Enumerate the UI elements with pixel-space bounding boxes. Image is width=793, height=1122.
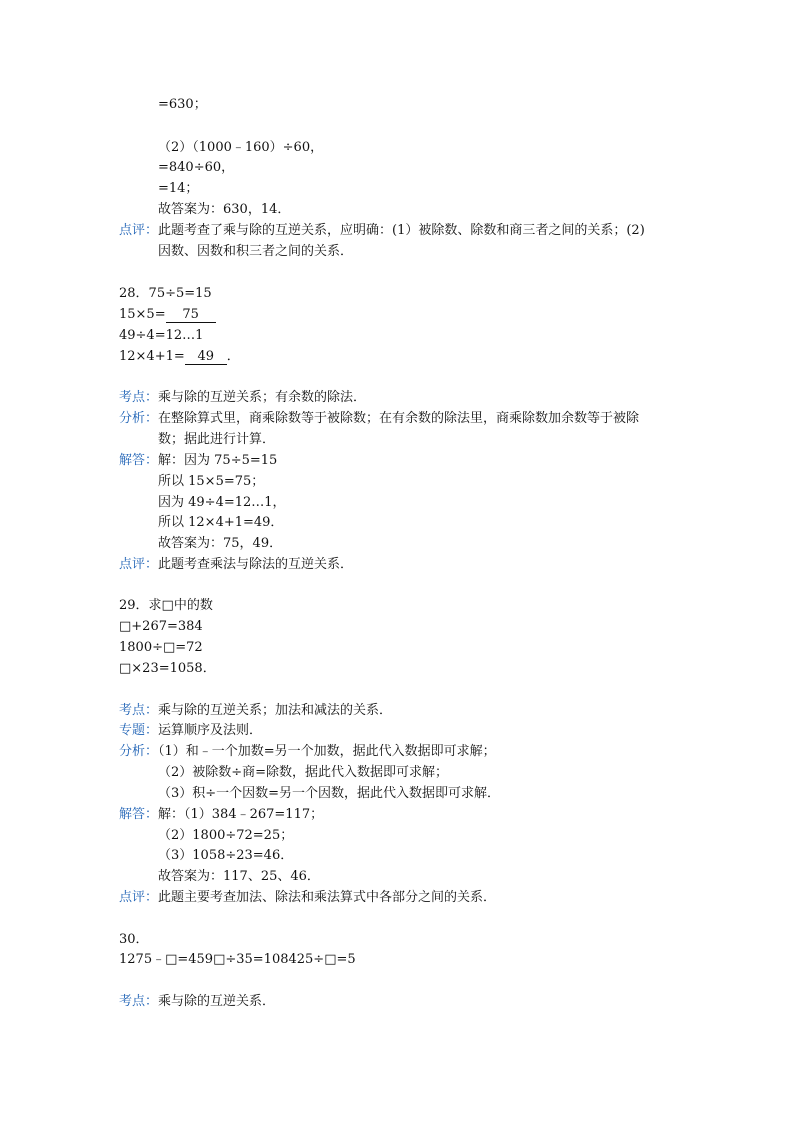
q28-stem-line4 <box>119 349 240 365</box>
q27-review-line2: 因数、因数和积三者之间的关系． <box>158 244 354 259</box>
kaodian-label: 考点： <box>119 994 159 1009</box>
review-label: 点评： <box>119 223 159 238</box>
q28-stem-line1: 28．75÷5=15 <box>119 286 212 301</box>
q30-stem-line1: 30． <box>119 932 149 947</box>
kaodian-label: 考点： <box>119 703 159 718</box>
review-label: 点评： <box>119 557 159 572</box>
q27-review <box>119 223 645 239</box>
q29-stem-line2: □+267=384 <box>119 619 203 634</box>
kaodian-text: 乘与除的互逆关系；加法和减法的关系． <box>158 703 393 718</box>
fenxi-label: 分析： <box>119 411 159 426</box>
q28-jieda-line2: 所以 15×5=75； <box>158 474 265 489</box>
q28-blank-2: 49 <box>185 349 227 365</box>
q29-fenxi <box>119 744 496 760</box>
q29-jieda-line4: 故答案为：117、25、46． <box>158 869 320 884</box>
q28-jieda <box>119 453 277 469</box>
q30-stem-line2: 1275﹣□=459□÷35=108425÷□=5 <box>119 952 356 967</box>
q28-fenxi-line2: 数；据此进行计算． <box>158 432 276 447</box>
q28-fenxi <box>119 411 639 427</box>
q29-review <box>119 890 496 906</box>
review-label: 点评： <box>119 890 159 905</box>
q29-fenxi-line2: （2）被除数÷商=除数，据此代入数据即可求解； <box>158 765 449 780</box>
fenxi-text: （1）和﹣一个加数=另一个加数，据此代入数据即可求解； <box>158 744 496 759</box>
q28-line4-prefix: 12×4+1= <box>119 349 185 364</box>
q29-fenxi-line3: （3）积÷一个因数=另一个因数，据此代入数据即可求解． <box>158 786 501 801</box>
jieda-label: 解答： <box>119 807 159 822</box>
q29-stem-line3: 1800÷□=72 <box>119 640 203 655</box>
q29-jieda-line2: （2）1800÷72=25； <box>158 828 294 843</box>
jieda-label: 解答： <box>119 453 159 468</box>
q28-line4-suffix: ． <box>226 349 240 364</box>
kaodian-text: 乘与除的互逆关系． <box>158 994 276 1009</box>
review-text: 此题考查了乘与除的互逆关系，应明确：(1）被除数、除数和商三者之间的关系；(2) <box>158 223 645 238</box>
q28-jieda-line4: 所以 12×4+1=49． <box>158 515 284 530</box>
q28-stem-line2 <box>119 307 216 323</box>
kaodian-label: 考点： <box>119 390 159 405</box>
q27-sub2-line3: =14； <box>158 181 199 196</box>
fenxi-label: 分析： <box>119 744 159 759</box>
zhuanti-label: 专题： <box>119 723 159 738</box>
review-text: 此题主要考查加法、除法和乘法算式中各部分之间的关系． <box>158 890 497 905</box>
q28-jieda-line3: 因为 49÷4=12…1， <box>158 495 286 510</box>
q28-stem-line3: 49÷4=12…1 <box>119 328 204 343</box>
q28-blank-1: 75 <box>166 307 216 323</box>
q28-jieda-line5: 故答案为：75，49． <box>158 536 283 551</box>
q29-stem-line1: 29．求□中的数 <box>119 598 213 613</box>
kaodian-text: 乘与除的互逆关系；有余数的除法． <box>158 390 367 405</box>
q27-sub2-line1: （2）（1000﹣160）÷60， <box>158 140 324 155</box>
zhuanti-text: 运算顺序及法则． <box>158 723 263 738</box>
q27-answer: 故答案为：630，14． <box>158 202 291 217</box>
q29-jieda <box>119 807 323 823</box>
q28-review <box>119 557 353 573</box>
review-text: 此题考查乘法与除法的互逆关系． <box>158 557 354 572</box>
q28-kaodian <box>119 390 366 406</box>
fenxi-text: 在整除算式里，商乘除数等于被除数；在有余数的除法里，商乘除数加余数等于被除 <box>158 411 640 426</box>
q29-zhuanti <box>119 723 262 739</box>
q29-jieda-line3: （3）1058÷23=46． <box>158 848 294 863</box>
q27-result-line: =630； <box>158 97 207 112</box>
q30-kaodian <box>119 994 275 1010</box>
q29-kaodian <box>119 703 392 719</box>
jieda-text: 解：（1）384﹣267=117； <box>158 807 324 822</box>
q27-sub2-line2: =840÷60， <box>158 160 235 175</box>
q29-stem-line4: □×23=1058． <box>119 661 216 676</box>
q28-line2-prefix: 15×5= <box>119 307 166 322</box>
jieda-text: 解：因为 75÷5=15 <box>158 453 278 468</box>
